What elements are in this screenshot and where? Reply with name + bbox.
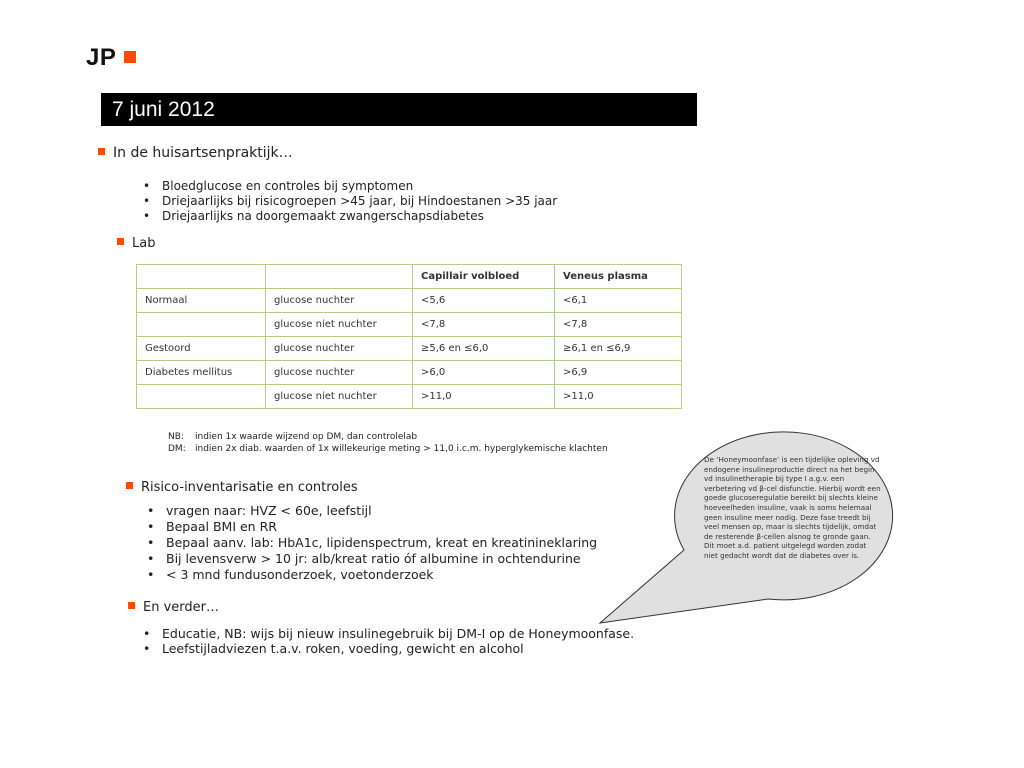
- table-cell: <5,6: [413, 289, 555, 313]
- orange-bullet-icon: [126, 482, 133, 489]
- table-cell: Diabetes mellitus: [137, 361, 266, 385]
- logo-text: JP: [86, 44, 117, 71]
- table-row: [137, 385, 682, 409]
- table-cell: Normaal: [137, 289, 266, 313]
- table-header-cell: [137, 265, 266, 289]
- table-row: [137, 337, 682, 361]
- section-title: En verder…: [143, 600, 219, 615]
- table-header-cell: [266, 265, 413, 289]
- list-item: • Educatie, NB: wijs bij nieuw insulinegebruik bij DM-I op de Honeymoonfase.: [140, 626, 634, 641]
- section-heading-lab: [117, 236, 155, 251]
- table-cell: glucose nuchter: [266, 337, 413, 361]
- table-cell: >6,0: [413, 361, 555, 385]
- note-row: [168, 431, 608, 443]
- orange-bullet-icon: [117, 238, 124, 245]
- table-cell: glucose niet nuchter: [266, 385, 413, 409]
- logo: [86, 44, 136, 72]
- orange-bullet-icon: [128, 602, 135, 609]
- section-heading-verder: [128, 600, 219, 615]
- list-item: • Bepaal aanv. lab: HbA1c, lipidenspectrum, kreat en kreatinineklaring: [144, 535, 597, 551]
- table-cell: glucose nuchter: [266, 289, 413, 313]
- table-cell: ≥5,6 en ≤6,0: [413, 337, 555, 361]
- list-item: • Driejaarlijks bij risicogroepen >45 jaar, bij Hindoestanen >35 jaar: [140, 194, 557, 209]
- table-cell: >11,0: [413, 385, 555, 409]
- orange-square-icon: [124, 51, 136, 63]
- list-item: • Bepaal BMI en RR: [144, 519, 597, 535]
- note-text: indien 1x waarde wijzend op DM, dan controlelab: [195, 432, 418, 442]
- section-title: Lab: [132, 236, 156, 251]
- table-cell: glucose niet nuchter: [266, 313, 413, 337]
- table-header-cell: Veneus plasma: [555, 265, 682, 289]
- section-heading-huisarts: [98, 145, 293, 161]
- note-row: [168, 443, 608, 455]
- orange-bullet-icon: [98, 148, 105, 155]
- list-item: • Bloedglucose en controles bij symptomen: [140, 179, 557, 194]
- table-cell: [137, 313, 266, 337]
- section-heading-risico: [126, 480, 358, 495]
- table-cell: >6,9: [555, 361, 682, 385]
- table-cell: Gestoord: [137, 337, 266, 361]
- date-title-bar: 7 juni 2012: [101, 93, 697, 126]
- lab-values-table: [136, 264, 682, 409]
- note-key: NB:: [168, 432, 184, 442]
- section-title: Risico-inventarisatie en controles: [141, 480, 358, 495]
- table-cell: glucose nuchter: [266, 361, 413, 385]
- list-item: • Driejaarlijks na doorgemaakt zwangerschapsdiabetes: [140, 209, 557, 224]
- table-cell: [137, 385, 266, 409]
- table-row: [137, 289, 682, 313]
- section-title: In de huisartsenpraktijk…: [113, 145, 293, 161]
- note-key: DM:: [168, 444, 186, 454]
- table-cell: <6,1: [555, 289, 682, 313]
- table-header-cell: Capillair volbloed: [413, 265, 555, 289]
- table-cell: <7,8: [413, 313, 555, 337]
- table-cell: <7,8: [555, 313, 682, 337]
- table-row: [137, 313, 682, 337]
- table-row: [137, 361, 682, 385]
- callout-text: De ‘Honeymoonfase’ is een tijdelijke opleving vd endogene insulineproductie direct na het begin vd insulinetherapie bij type I a.g.v. een verbetering vd β-cel disfunctie. Hierbij wordt een goede glucoseregulatie bereikt bij slechts kleine hoeveelheden insuline, vaak is soms helemaal geen insuline meer nodig. Deze fase treedt bij veel mensen op, maar is slechts tijdelijk, omdat de resterende β-cellen alsnog te gronde gaan. Dit moet a.d. patient uitgelegd worden zodat niet gedacht wordt dat de diabetes over is.: [704, 455, 881, 560]
- huisarts-list: [140, 179, 557, 224]
- list-item: • Leefstijladviezen t.a.v. roken, voeding, gewicht en alcohol: [140, 641, 634, 656]
- list-item: • vragen naar: HVZ < 60e, leefstijl: [144, 503, 597, 519]
- table-cell: >11,0: [555, 385, 682, 409]
- table-cell: ≥6,1 en ≤6,9: [555, 337, 682, 361]
- table-header-row: [137, 265, 682, 289]
- risico-list: [144, 503, 597, 583]
- note-text: indien 2x diab. waarden of 1x willekeurige meting > 11,0 i.c.m. hyperglykemische klachten: [195, 444, 608, 454]
- verder-list: [140, 626, 634, 656]
- lab-notes: [168, 431, 608, 455]
- list-item: • < 3 mnd fundusonderzoek, voetonderzoek: [144, 567, 597, 583]
- list-item: • Bij levensverw > 10 jr: alb/kreat ratio óf albumine in ochtendurine: [144, 551, 597, 567]
